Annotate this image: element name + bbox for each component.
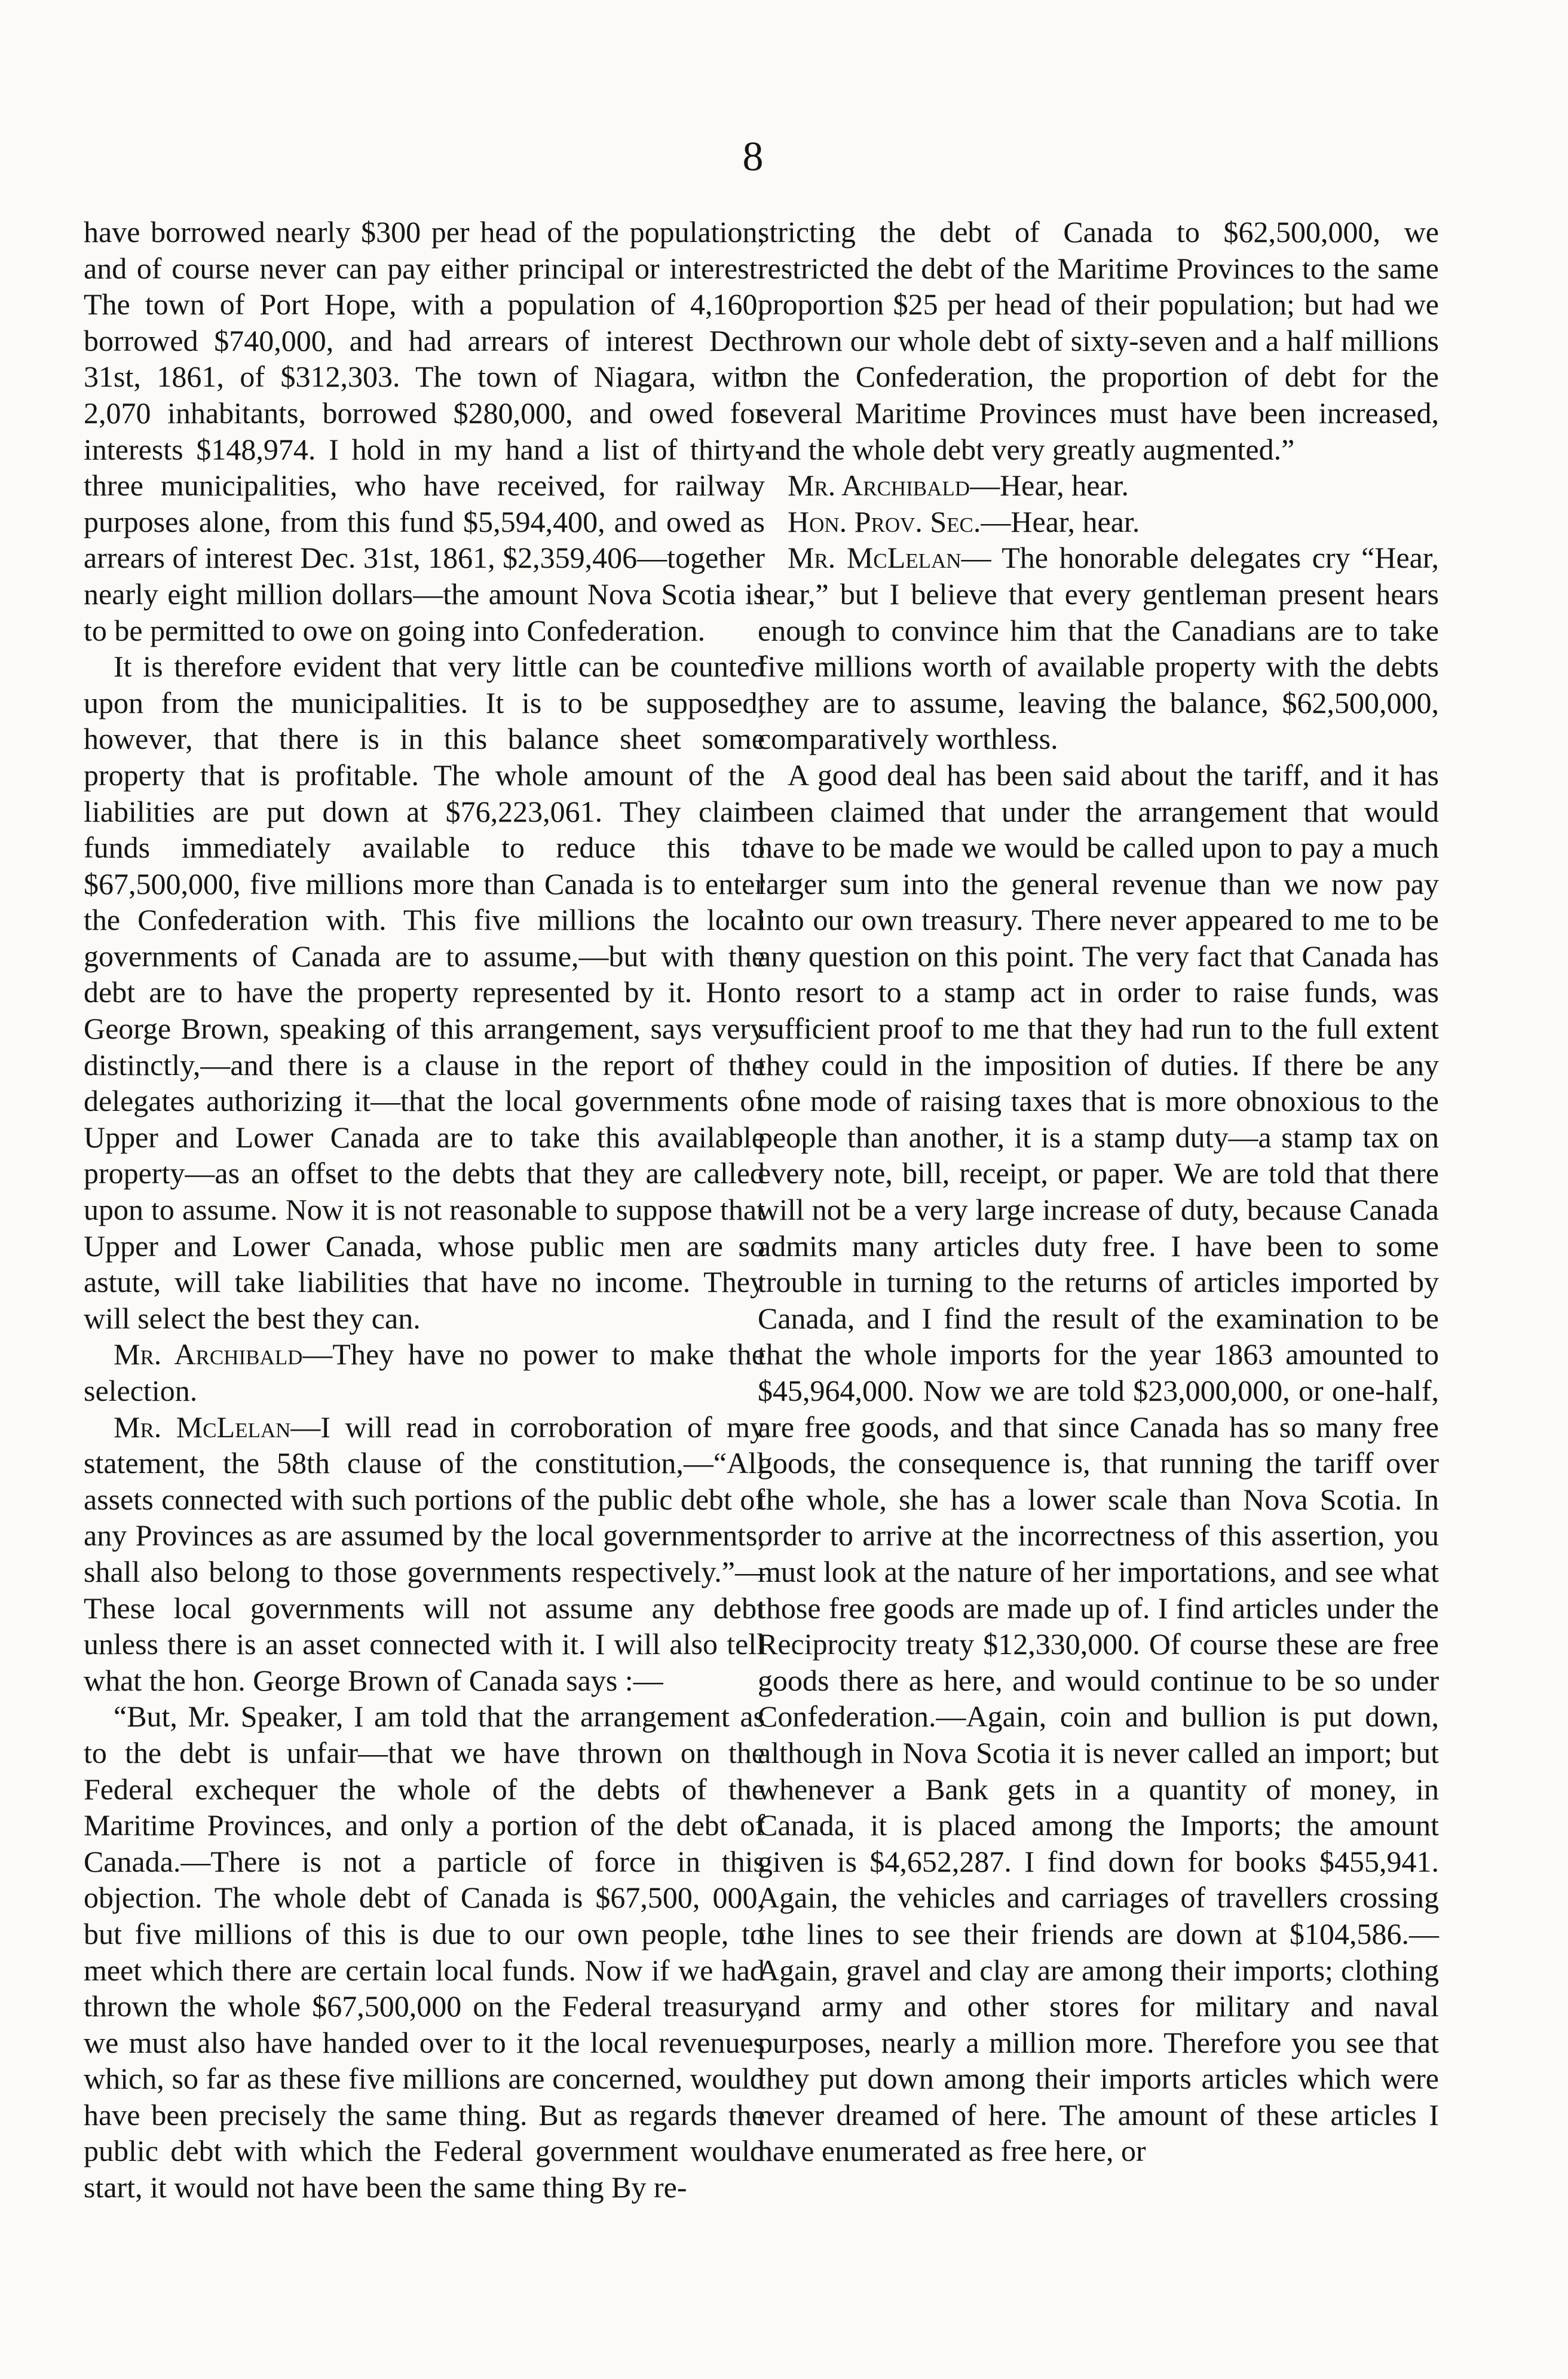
speaker-name: Mr. Archibald bbox=[114, 1337, 303, 1371]
speech-paragraph bbox=[758, 467, 1439, 504]
speaker-name: Mr. Archibald bbox=[788, 469, 970, 503]
page-number: 8 bbox=[742, 134, 764, 180]
speech-text: — The honorable delegates cry “Hear, hear,” but I believe that every gentleman present hears enough to convince him that the Canadians are to take five millions worth of available property with the debts they are to assume, leaving the balance, $62,500,000, comparatively worthless. bbox=[758, 541, 1439, 756]
speech-text: —Hear, hear. bbox=[981, 504, 1140, 538]
speech-text: —I will read in corroboration of my statement, the 58th clause of the constitution,—“All assets connected with such portions of the public debt of any Provinces as are assumed by the local governments, shall also belong to those governments respectively.”—These local governments will not assume any debt unless there is an asset connected with it. I will also tell what the hon. George Brown of Canada says :— bbox=[84, 1410, 765, 1697]
paragraph: It is therefore evident that very little can be counted upon from the municipalities. It is to be supposed, however, that there is in this balance sheet some property that is profitable. The whole amount of the liabilities are put down at $76,223,061. They claim funds immediately available to reduce this to $67,500,000, five millions more than Canada is to enter the Confederation with. This five millions the local governments of Canada are to assume,—but with the debt are to have the property represented by it. Hon. George Brown, speaking of this arrangement, says very distinctly,—and there is a clause in the report of the delegates authorizing it—that the local governments of Upper and Lower Canada are to take this available property—as an offset to the debts that they are called upon to assume. Now it is not reasonable to suppose that Upper and Lower Canada, whose public men are so astute, will take liabilities that have no income. They will select the best they can. bbox=[84, 650, 765, 1335]
speaker-name: Hon. Prov. Sec. bbox=[788, 504, 981, 538]
speaker-name: Mr. McLelan bbox=[114, 1410, 291, 1444]
speech-text: —Hear, hear. bbox=[970, 469, 1129, 503]
speaker-name: Mr. McLelan bbox=[788, 541, 961, 575]
quoted-paragraph: “But, Mr. Speaker, I am told that the arrangement as to the debt is unfair—that we have thrown on the Federal exchequer the whole of the debts of the Maritime Provinces, and only a portion of the debt of Canada.—There is not a particle of force in this objection. The whole debt of Canada is $67,500, 000, but five millions of this is due to our own people, to meet which there are certain local funds. Now if we had thrown the whole $67,500,000 on the Federal treasury, we must also have handed over to it the local revenues which, so far as these five millions are concerned, would have been precisely the same thing. But as regards the public debt with which the Federal government would start, it would not have been the same thing By re- bbox=[84, 1700, 765, 2205]
paragraph: A good deal has been said about the tariff, and it has been claimed that under the arrangement that would have to be made we would be called upon to pay a much larger sum into the general revenue than we now pay into our own treasury. There never appeared to me to be any question on this point. The very fact that Canada has to resort to a stamp act in order to raise funds, was sufficient proof to me that they had run to the full extent they could in the imposition of duties. If there be any one mode of raising taxes that is more obnoxious to the people than another, it is a stamp duty—a stamp tax on every note, bill, receipt, or paper. We are told that there will not be a very large increase of duty, because Canada admits many articles duty free. I have been to some trouble in turning to the returns of articles imported by Canada, and I find the result of the examination to be that the whole imports for the year 1863 amounted to $45,964,000. Now we are told $23,000,000, or one-half, are free goods, and that since Canada has so many free goods, the consequence is, that running the tariff over the whole, she has a lower scale than Nova Scotia. In order to arrive at the incorrectness of this assertion, you must look at the nature of her importations, and see what those free goods are made up of. I find articles under the Reciprocity treaty $12,330,000. Of course these are free goods there as here, and would continue to be so under Confederation.—Again, coin and bullion is put down, although in Nova Scotia it is never called an import; but whenever a Bank gets in a quantity of money, in Canada, it is placed among the Imports; the amount given is $4,652,287. I find down for books $455,941. Again, the vehicles and carriages of travellers crossing the lines to see their friends are down at $104,586.—Again, gravel and clay are among their imports; clothing and army and other stores for military and naval purposes, nearly a million more. Therefore you see that they put down among their imports articles which were never dreamed of here. The amount of these articles I have enumerated as free here, or bbox=[758, 758, 1439, 2168]
right-column bbox=[758, 214, 1439, 2169]
paragraph: stricting the debt of Canada to $62,500,000, we restricted the debt of the Maritime Provinces to the same proportion $25 per head of their population; but had we thrown our whole debt of sixty-seven and a half millions on the Confederation, the proportion of debt for the several Maritime Provinces must have been increased, and the whole debt very greatly augmented.” bbox=[758, 215, 1439, 466]
paragraph: have borrowed nearly $300 per head of the population, and of course never can pay either principal or interest. The town of Port Hope, with a population of 4,160, borrowed $740,000, and had arrears of interest Dec. 31st, 1861, of $312,303. The town of Niagara, with 2,070 inhabitants, borrowed $280,000, and owed for interests $148,974. I hold in my hand a list of thirty-three municipalities, who have received, for railway purposes alone, from this fund $5,594,400, and owed as arrears of interest Dec. 31st, 1861, $2,359,406—together nearly eight million dollars—the amount Nova Scotia is to be permitted to owe on going into Confederation. bbox=[84, 215, 765, 647]
speech-text: —They have no power to make the selection. bbox=[84, 1337, 765, 1407]
speech-paragraph bbox=[84, 1409, 765, 1699]
speech-paragraph bbox=[84, 1336, 765, 1409]
left-column bbox=[84, 214, 765, 2206]
speech-paragraph bbox=[758, 504, 1439, 540]
speech-paragraph bbox=[758, 540, 1439, 757]
